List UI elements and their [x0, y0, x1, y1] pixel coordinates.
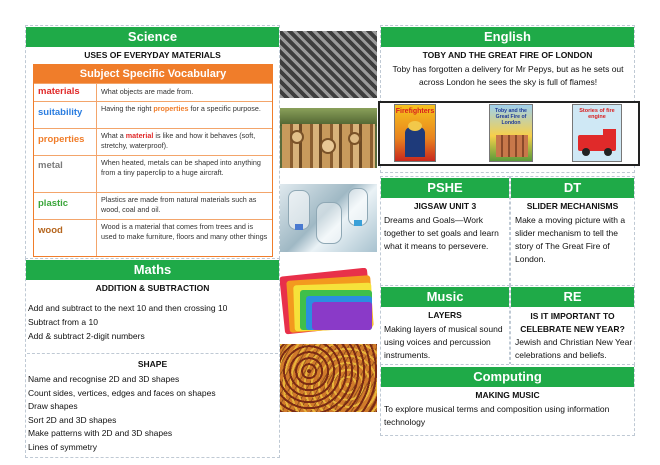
- vocab-definition: Plastics are made from natural materials such as wood, coal and oil.: [101, 195, 257, 214]
- music-header: Music: [381, 287, 509, 307]
- rubber-bands-photo: [280, 344, 377, 412]
- vocab-term: suitability: [34, 102, 97, 128]
- maths-section-title: ADDITION & SUBTRACTION: [95, 283, 210, 293]
- maths-section-title: SHAPE: [137, 359, 168, 369]
- vocab-row: [34, 155, 272, 192]
- list-item: Lines of symmetry: [28, 441, 97, 452]
- dt-subtitle: SLIDER MECHANISMS: [526, 201, 619, 211]
- vocab-row: [34, 101, 272, 128]
- list-item: Count sides, vertices, edges and faces on shapes: [28, 387, 216, 398]
- re-subtitle: IS IT IMPORTANT TO CELEBRATE NEW YEAR?: [520, 311, 625, 334]
- dt-body: Make a moving picture with a slider mechanism to tell the story of The Great Fire of London.: [515, 215, 626, 264]
- english-body: Toby has forgotten a delivery for Mr Pepys, but as he sets out across London he sees the sky is full of flames!: [392, 64, 624, 87]
- vocab-row: [34, 128, 272, 155]
- english-subtitle: TOBY AND THE GREAT FIRE OF LONDON: [422, 50, 593, 60]
- list-item: Add & subtract 2-digit numbers: [28, 331, 145, 341]
- vocab-term: properties: [34, 129, 97, 155]
- vocab-row: [34, 219, 272, 256]
- book-cover-firefighters: Firefighters: [394, 104, 436, 162]
- maths-shape-list: [28, 373, 278, 455]
- book-cover-fire-engine: Stories of fire engine: [572, 104, 622, 162]
- dt-header: DT: [511, 178, 634, 198]
- maths-addition-list: [28, 301, 278, 343]
- vocab-definition: Wood is a material that comes from trees and is used to make furniture, floors and many other things: [101, 222, 268, 241]
- vocab-row: [34, 192, 272, 219]
- computing-body: To explore musical terms and composition using information technology: [384, 404, 610, 427]
- plastic-bottles-photo: [280, 184, 377, 252]
- music-body: Making layers of musical sound using voices and percussion instruments.: [384, 324, 503, 360]
- list-item: Add and subtract to the next 10 and then crossing 10: [28, 303, 228, 313]
- vocab-term: materials: [34, 84, 97, 101]
- re-header: RE: [511, 287, 634, 307]
- vocab-definition: What a material is like and how it behaves (soft, stretchy, waterproof).: [101, 131, 256, 150]
- english-header: English: [381, 27, 634, 47]
- computing-subtitle: MAKING MUSIC: [475, 390, 540, 400]
- metal-mesh-photo: [280, 31, 377, 98]
- vocab-row: [34, 83, 272, 101]
- list-item: Make patterns with 2D and 3D shapes: [28, 428, 173, 439]
- music-subtitle: LAYERS: [428, 310, 462, 320]
- pshe-body: Dreams and Goals—Work together to set goals and learn what it means to persevere.: [384, 215, 499, 251]
- vocabulary-table: [33, 64, 273, 257]
- book-cover-toby: Toby and the Great Fire of London: [489, 104, 533, 162]
- maths-header: Maths: [26, 260, 279, 280]
- list-item: Subtract from a 10: [28, 317, 98, 327]
- vocabulary-title: Subject Specific Vocabulary: [34, 65, 272, 83]
- wood-logs-photo: [280, 108, 377, 168]
- vocab-definition: What objects are made from.: [101, 87, 194, 96]
- vocab-term: metal: [34, 156, 97, 192]
- science-subtitle: USES OF EVERYDAY MATERIALS: [84, 50, 221, 60]
- list-item: Name and recognise 2D and 3D shapes: [28, 374, 180, 384]
- vocab-term: wood: [34, 220, 97, 256]
- pshe-header: PSHE: [381, 178, 509, 198]
- re-body: Jewish and Christian New Year celebrations and beliefs.: [515, 337, 633, 360]
- vocab-term: plastic: [34, 193, 97, 219]
- list-item: Draw shapes: [28, 401, 78, 412]
- pshe-subtitle: JIGSAW UNIT 3: [413, 201, 477, 211]
- computing-header: Computing: [381, 367, 634, 387]
- vocab-definition: Having the right properties for a specific purpose.: [101, 104, 261, 113]
- list-item: Sort 2D and 3D shapes: [28, 414, 117, 425]
- science-header: Science: [26, 27, 279, 47]
- divider: [27, 353, 278, 354]
- vocab-definition: When heated, metals can be shaped into anything from a tiny paperclip to a huge aircraft.: [101, 158, 261, 177]
- fabric-sheets-photo: [280, 268, 377, 336]
